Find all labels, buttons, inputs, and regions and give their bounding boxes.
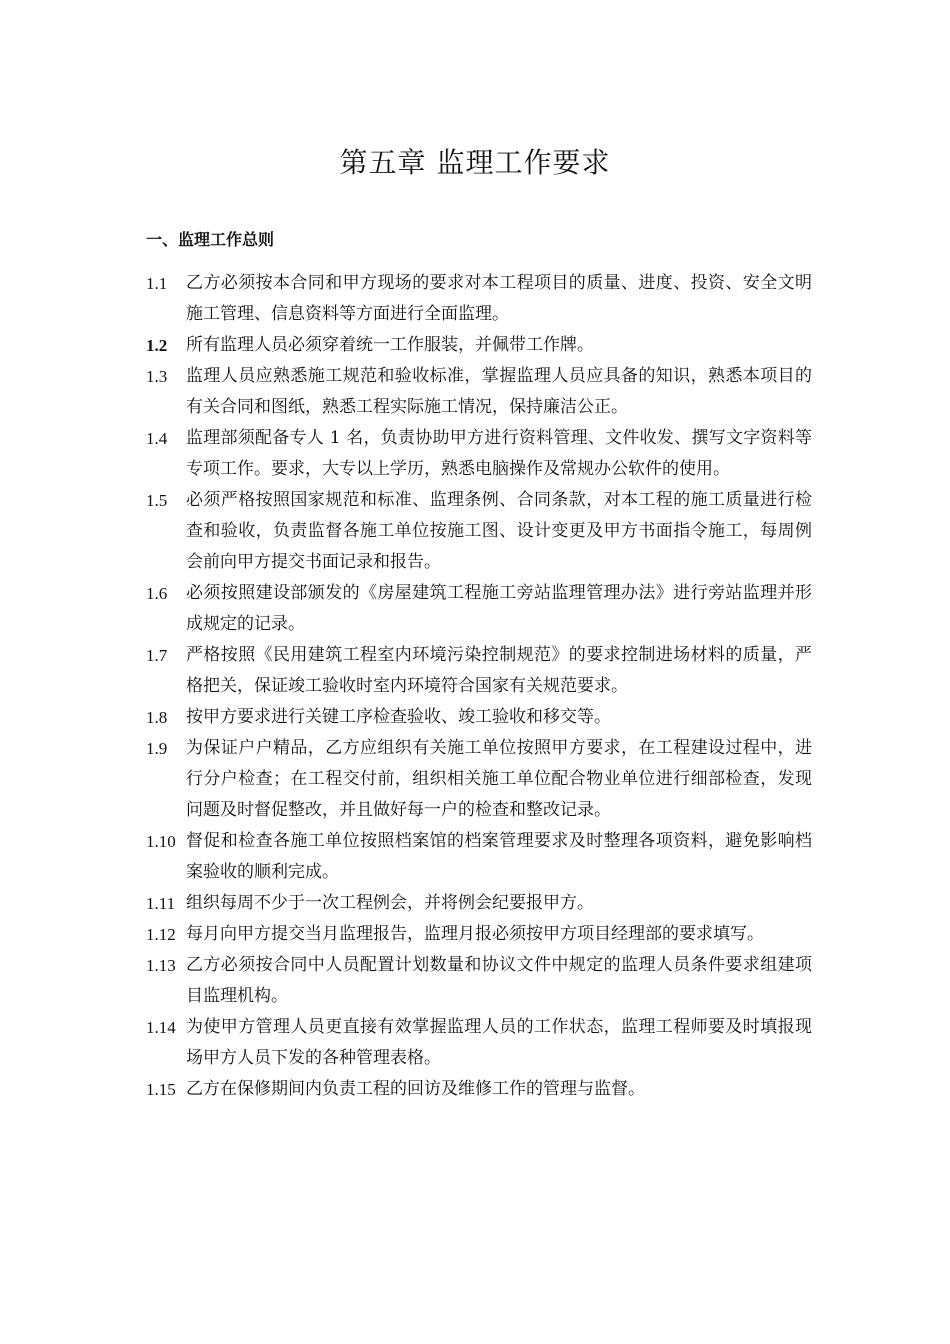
- clause-item: [146, 826, 812, 888]
- clause-number: 1.15: [146, 1080, 176, 1099]
- clause-number: 1.8: [146, 708, 168, 727]
- clause-number: 1.9: [146, 739, 168, 758]
- clause-item: [146, 1074, 812, 1105]
- clause-text: 乙方必须按本合同和甲方现场的要求对本工程项目的质量、进度、投资、安全文明施工管理、信息资料等方面进行全面监理。: [186, 273, 812, 324]
- clause-text: 必须严格按照国家规范和标准、监理条例、合同条款，对本工程的施工质量进行检查和验收，负责监督各施工单位按施工图、设计变更及甲方书面指令施工，每周例会前向甲方提交书面记录和报告。: [186, 490, 812, 572]
- clause-item: [146, 640, 812, 702]
- clause-text: 所有监理人员必须穿着统一工作服装，并佩带工作牌。: [186, 335, 594, 355]
- clause-number: 1.7: [146, 646, 168, 665]
- clause-number: 1.11: [146, 894, 176, 913]
- clause-number: 1.2: [146, 336, 168, 355]
- clause-number: 1.4: [146, 429, 168, 448]
- clause-item: [146, 423, 812, 485]
- clause-item: [146, 919, 812, 950]
- clause-item: [146, 485, 812, 578]
- clause-item: [146, 330, 812, 361]
- clause-text: 每月向甲方提交当月监理报告，监理月报必须按甲方项目经理部的要求填写。: [186, 924, 764, 944]
- chapter-title: 第五章 监理工作要求: [339, 146, 611, 179]
- clause-text: 为保证户户精品，乙方应组织有关施工单位按照甲方要求，在工程建设过程中，进行分户检查；在工程交付前，组织相关施工单位配合物业单位进行细部检查，发现问题及时督促整改，并且做好每一户的检查和整改记录。: [186, 738, 812, 820]
- clause-text: 乙方在保修期间内负责工程的回访及维修工作的管理与监督。: [186, 1079, 645, 1099]
- clause-text: 监理人员应熟悉施工规范和验收标准，掌握监理人员应具备的知识，熟悉本项目的有关合同和图纸，熟悉工程实际施工情况，保持廉洁公正。: [186, 366, 812, 417]
- clause-number: 1.6: [146, 584, 168, 603]
- clause-item: [146, 950, 812, 1012]
- clause-text: 监理部须配备专人 1 名，负责协助甲方进行资料管理、文件收发、撰写文字资料等专项工作。要求，大专以上学历，熟悉电脑操作及常规办公软件的使用。: [186, 428, 812, 479]
- clause-text: 乙方必须按合同中人员配置计划数量和协议文件中规定的监理人员条件要求组建项目监理机构。: [186, 955, 812, 1006]
- clause-item: [146, 702, 812, 733]
- clause-text: 为使甲方管理人员更直接有效掌握监理人员的工作状态，监理工程师要及时填报现场甲方人员下发的各种管理表格。: [186, 1017, 812, 1068]
- clause-list: [146, 268, 812, 1105]
- clause-text: 必须按照建设部颁发的《房屋建筑工程施工旁站监理管理办法》进行旁站监理并形成规定的记录。: [186, 583, 812, 634]
- clause-item: [146, 733, 812, 826]
- clause-number: 1.14: [146, 1018, 176, 1037]
- clause-item: [146, 361, 812, 423]
- clause-number: 1.3: [146, 367, 168, 386]
- clause-number: 1.12: [146, 925, 176, 944]
- section-heading: 一、监理工作总则: [146, 230, 275, 249]
- clause-text: 督促和检查各施工单位按照档案馆的档案管理要求及时整理各项资料，避免影响档案验收的顺利完成。: [186, 831, 812, 882]
- clause-text: 严格按照《民用建筑工程室内环境污染控制规范》的要求控制进场材料的质量，严格把关，保证竣工验收时室内环境符合国家有关规范要求。: [186, 645, 812, 696]
- clause-number: 1.13: [146, 956, 176, 975]
- clause-item: [146, 888, 812, 919]
- clause-item: [146, 1012, 812, 1074]
- clause-text: 组织每周不少于一次工程例会，并将例会纪要报甲方。: [186, 893, 594, 913]
- clause-number: 1.5: [146, 491, 168, 510]
- clause-number: 1.1: [146, 274, 168, 293]
- clause-text: 按甲方要求进行关键工序检查验收、竣工验收和移交等。: [186, 707, 611, 727]
- clause-item: [146, 268, 812, 330]
- clause-number: 1.10: [146, 832, 176, 851]
- clause-item: [146, 578, 812, 640]
